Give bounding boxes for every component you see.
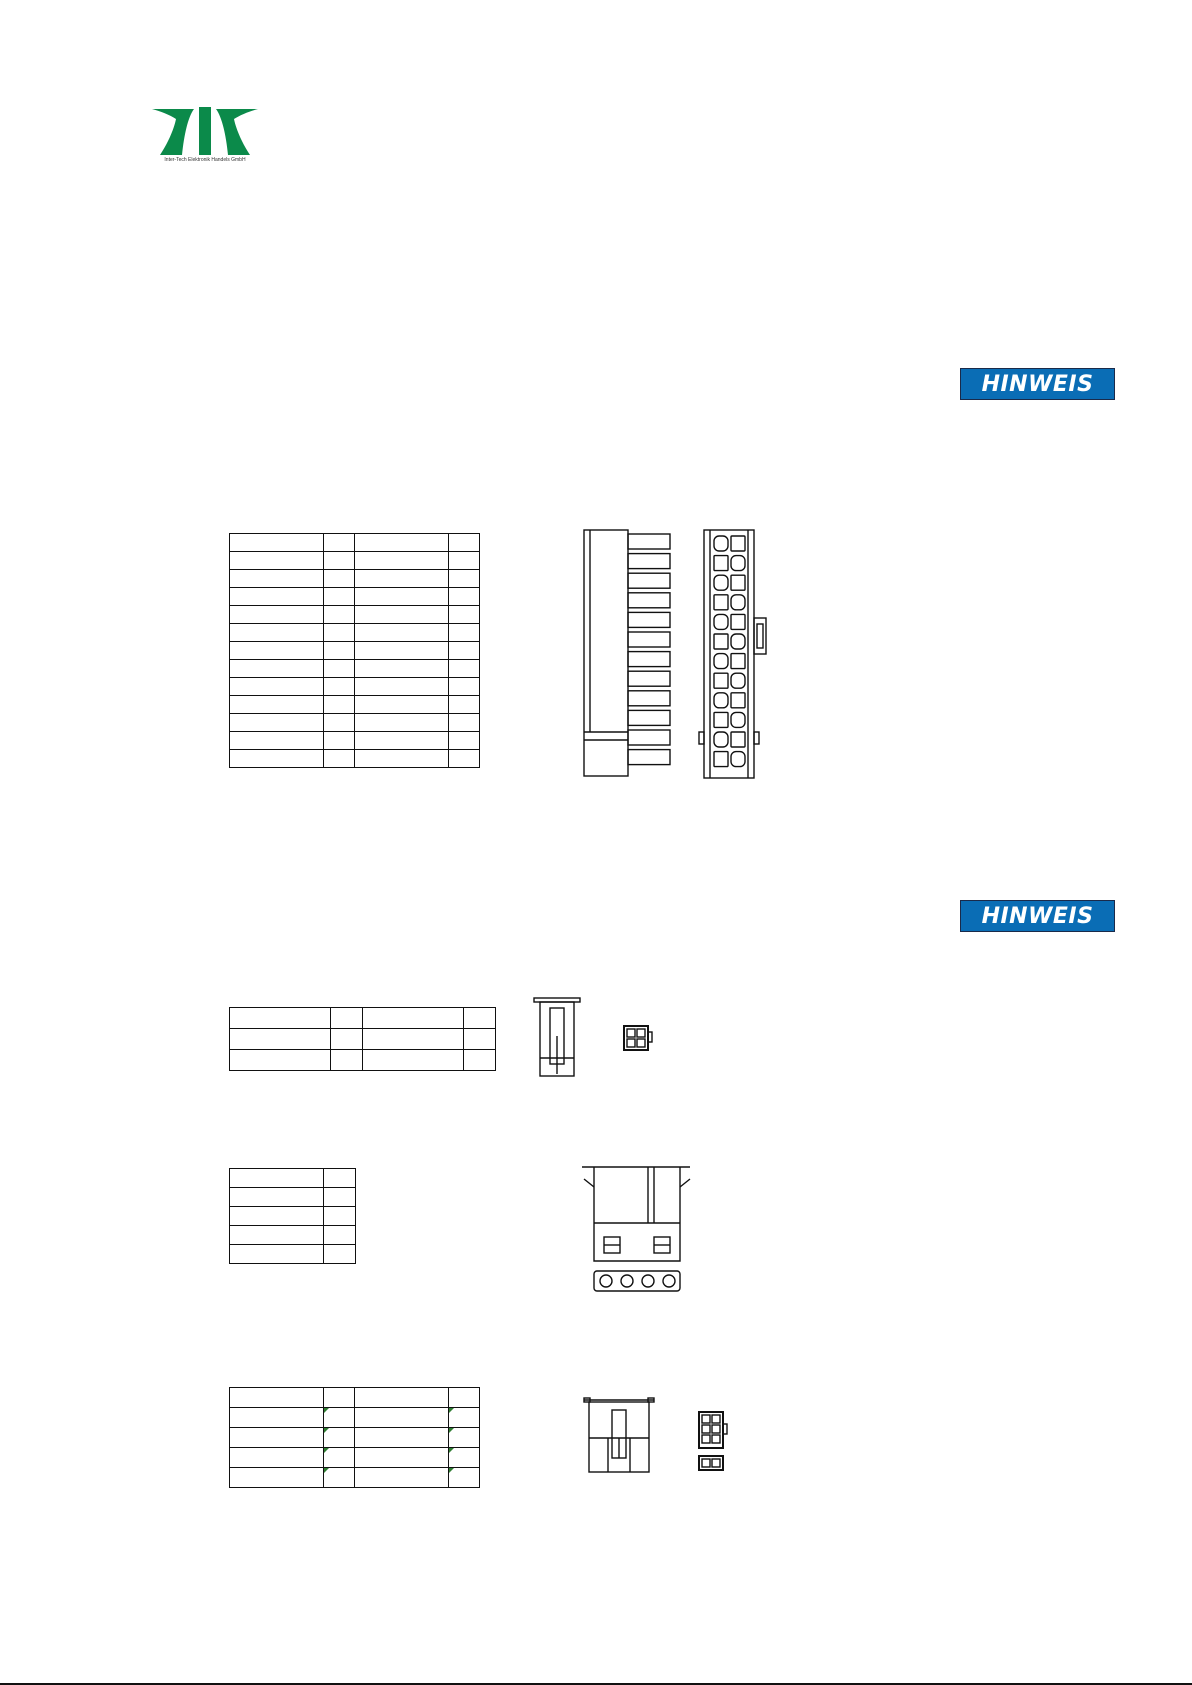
table-cell: [355, 624, 449, 642]
table-row: [230, 570, 480, 588]
atx-pin-socket: [731, 595, 745, 610]
table-cell: [324, 1388, 355, 1408]
molex-4pin-connector-icon: [582, 1165, 692, 1293]
table-row: [230, 1408, 480, 1428]
table-row: [230, 1428, 480, 1448]
atx-pin-socket: [731, 614, 745, 629]
atx-pin-socket: [731, 712, 745, 727]
table-cell: [230, 624, 324, 642]
table-row: [230, 714, 480, 732]
table-cell: [363, 1050, 464, 1071]
atx-24pin-connector-icon: [582, 528, 772, 780]
table-cell: [449, 732, 480, 750]
table-cell: [230, 1245, 324, 1264]
table-cell: [449, 534, 480, 552]
table-cell: [230, 1029, 331, 1050]
atx-pin-socket: [731, 634, 745, 649]
table-cell: [324, 624, 355, 642]
table-cell: [449, 1468, 480, 1488]
table-cell: [230, 1408, 324, 1428]
table-cell: [324, 696, 355, 714]
molex4-pinout-table: [229, 1168, 356, 1264]
atx-side-pin: [628, 750, 670, 765]
table-cell: [449, 660, 480, 678]
atx-pin-socket: [714, 536, 728, 551]
atx24-pinout-table: [229, 533, 480, 768]
table-cell: [331, 1029, 363, 1050]
table-cell: [324, 606, 355, 624]
atx-side-pin: [628, 730, 670, 745]
table-row: [230, 1245, 356, 1264]
table-cell: [230, 1169, 324, 1188]
table-cell: [230, 642, 324, 660]
intertech-logo-icon: [150, 105, 260, 157]
atx-pin-socket: [714, 614, 728, 629]
atx-pin-socket: [714, 575, 728, 590]
table-cell: [324, 534, 355, 552]
table-cell: [355, 1388, 449, 1408]
notice-badge-2: HINWEIS: [960, 900, 1115, 932]
table-cell: [230, 1388, 324, 1408]
atx-pin-socket: [731, 693, 745, 708]
atx-side-pin: [628, 671, 670, 686]
table-cell: [355, 678, 449, 696]
table-cell: [363, 1008, 464, 1029]
table-cell: [355, 750, 449, 768]
atx-pin-socket: [731, 673, 745, 688]
atx-pin-socket: [714, 732, 728, 747]
table-cell: [324, 552, 355, 570]
table-cell: [230, 1226, 324, 1245]
atx-pin-socket: [714, 673, 728, 688]
table-row: [230, 696, 480, 714]
table-cell: [230, 1207, 324, 1226]
table-cell: [449, 678, 480, 696]
table-cell: [324, 1428, 355, 1448]
atx-pin-socket: [714, 654, 728, 669]
table-cell: [355, 606, 449, 624]
atx-pin-socket: [714, 752, 728, 767]
table-row: [230, 1448, 480, 1468]
table-cell: [449, 696, 480, 714]
table-cell: [464, 1050, 496, 1071]
atx-side-pin: [628, 612, 670, 627]
atx-pin-socket: [731, 732, 745, 747]
table-cell: [230, 606, 324, 624]
atx-pin-socket: [731, 556, 745, 571]
cpu4-pinout-table: [229, 1007, 496, 1071]
table-cell: [449, 606, 480, 624]
table-cell: [324, 642, 355, 660]
table-row: [230, 642, 480, 660]
table-cell: [324, 588, 355, 606]
table-cell: [449, 588, 480, 606]
table-cell: [449, 552, 480, 570]
table-cell: [230, 570, 324, 588]
table-cell: [230, 1008, 331, 1029]
company-logo: [150, 105, 260, 167]
table-cell: [355, 570, 449, 588]
table-cell: [449, 1388, 480, 1408]
table-row: [230, 732, 480, 750]
table-row: [230, 1207, 356, 1226]
table-cell: [355, 1428, 449, 1448]
atx-pin-socket: [731, 536, 745, 551]
table-cell: [449, 624, 480, 642]
table-cell: [324, 1207, 356, 1226]
pcie8-pinout-table: [229, 1387, 480, 1488]
atx-side-pin: [628, 554, 670, 569]
table-row: [230, 552, 480, 570]
table-cell: [230, 588, 324, 606]
table-cell: [355, 696, 449, 714]
atx-side-pin: [628, 593, 670, 608]
pcie-6plus2-connector-icon: [582, 1398, 732, 1474]
table-cell: [331, 1050, 363, 1071]
table-cell: [230, 1468, 324, 1488]
atx-side-pin: [628, 632, 670, 647]
table-cell: [449, 1448, 480, 1468]
table-cell: [324, 1245, 356, 1264]
table-cell: [230, 1188, 324, 1207]
table-cell: [324, 1188, 356, 1207]
table-row: [230, 1468, 480, 1488]
table-cell: [230, 714, 324, 732]
table-cell: [230, 1428, 324, 1448]
atx-side-pin: [628, 573, 670, 588]
logo-caption: Inter-Tech Elektronik Handels GmbH: [164, 157, 246, 163]
cpu-4pin-connector-icon: [532, 996, 662, 1080]
notice-badge-1: HINWEIS: [960, 368, 1115, 400]
table-row: [230, 1388, 480, 1408]
table-cell: [449, 714, 480, 732]
table-row: [230, 660, 480, 678]
table-cell: [230, 534, 324, 552]
table-cell: [449, 750, 480, 768]
table-row: [230, 1188, 356, 1207]
table-cell: [230, 1050, 331, 1071]
table-cell: [230, 1448, 324, 1468]
table-row: [230, 1029, 496, 1050]
table-cell: [449, 1408, 480, 1428]
table-row: [230, 1008, 496, 1029]
table-cell: [363, 1029, 464, 1050]
table-cell: [324, 1226, 356, 1245]
atx-pin-socket: [714, 634, 728, 649]
table-cell: [230, 696, 324, 714]
table-cell: [324, 570, 355, 588]
atx-pin-socket: [714, 712, 728, 727]
atx-pin-socket: [714, 693, 728, 708]
atx-side-pin: [628, 710, 670, 725]
table-cell: [331, 1008, 363, 1029]
atx-pin-socket: [714, 556, 728, 571]
table-cell: [324, 1169, 356, 1188]
table-cell: [324, 660, 355, 678]
table-cell: [355, 552, 449, 570]
table-cell: [324, 1448, 355, 1468]
table-row: [230, 1169, 356, 1188]
atx-pin-socket: [714, 595, 728, 610]
table-row: [230, 678, 480, 696]
table-cell: [324, 1408, 355, 1428]
atx-pin-socket: [731, 654, 745, 669]
table-row: [230, 534, 480, 552]
table-cell: [230, 750, 324, 768]
table-cell: [355, 1448, 449, 1468]
table-cell: [449, 1428, 480, 1448]
table-cell: [355, 534, 449, 552]
atx-pin-socket: [731, 752, 745, 767]
atx-side-pin: [628, 534, 670, 549]
table-cell: [324, 678, 355, 696]
table-cell: [230, 552, 324, 570]
atx-side-pin: [628, 652, 670, 667]
table-cell: [355, 588, 449, 606]
table-cell: [324, 1468, 355, 1488]
table-cell: [324, 750, 355, 768]
table-cell: [355, 732, 449, 750]
atx-side-pin: [628, 691, 670, 706]
table-cell: [449, 642, 480, 660]
table-cell: [324, 732, 355, 750]
table-cell: [355, 642, 449, 660]
table-cell: [355, 1408, 449, 1428]
table-cell: [355, 714, 449, 732]
table-row: [230, 606, 480, 624]
table-row: [230, 1226, 356, 1245]
table-row: [230, 1050, 496, 1071]
table-row: [230, 588, 480, 606]
table-cell: [324, 714, 355, 732]
table-cell: [449, 570, 480, 588]
table-row: [230, 750, 480, 768]
table-cell: [230, 660, 324, 678]
atx-pin-socket: [731, 575, 745, 590]
table-cell: [464, 1029, 496, 1050]
table-cell: [355, 1468, 449, 1488]
table-cell: [464, 1008, 496, 1029]
table-cell: [230, 732, 324, 750]
table-cell: [230, 678, 324, 696]
table-row: [230, 624, 480, 642]
table-cell: [355, 660, 449, 678]
